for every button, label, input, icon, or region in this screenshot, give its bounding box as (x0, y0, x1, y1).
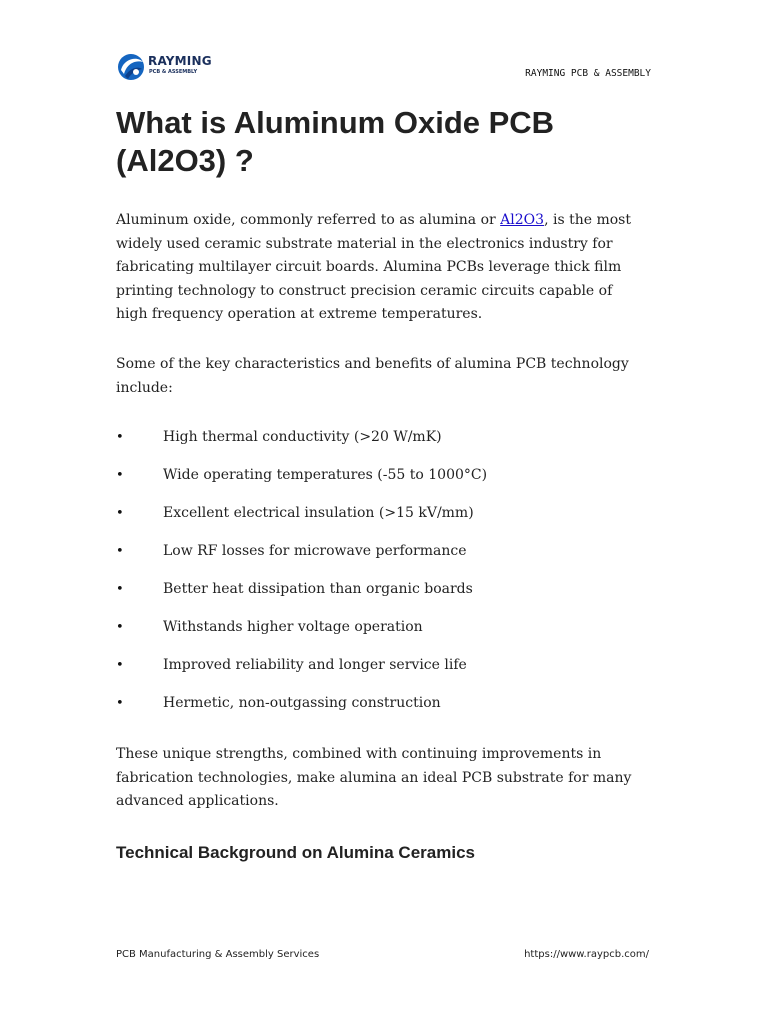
list-item-text: Hermetic, non-outgassing construction (163, 695, 441, 711)
lead-in-paragraph: Some of the key characteristics and benefits of alumina PCB technology include: (116, 356, 629, 396)
intro-text-end: , is the most widely used ceramic substrate material in the electronics industry for fabricating multilayer circuit boards. Alumina PCBs leverage thick film printing technology to construct precision ceramic circuits capable of high frequency operation at extreme temperatures. (116, 212, 631, 322)
bullet-icon: • (116, 658, 124, 673)
logo-tagline: PCB & ASSEMBLY (149, 69, 198, 75)
logo-name: RAYMING (148, 54, 212, 68)
section-heading: Technical Background on Alumina Ceramics (116, 843, 475, 862)
rayming-swirl-logo-icon (116, 52, 146, 82)
page-title: What is Aluminum Oxide PCB (Al2O3) ? (116, 105, 555, 178)
list-item-text: Withstands higher voltage operation (163, 619, 423, 635)
footer-services: PCB Manufacturing & Assembly Services (116, 949, 320, 960)
bullet-icon: • (116, 544, 124, 559)
company-logo (116, 52, 216, 82)
bullet-icon: • (116, 620, 124, 635)
list-item-text: Excellent electrical insulation (>15 kV/mm) (163, 505, 474, 521)
list-item-text: Better heat dissipation than organic boards (163, 581, 473, 597)
footer-url: https://www.raypcb.com/ (524, 949, 649, 960)
bullet-icon: • (116, 506, 124, 521)
list-item-text: Wide operating temperatures (-55 to 1000°C) (163, 467, 488, 483)
bullet-icon: • (116, 468, 124, 483)
list-item-text: High thermal conductivity (>20 W/mK) (163, 429, 442, 445)
header-company-name: RAYMING PCB & ASSEMBLY (525, 68, 651, 79)
intro-paragraph (116, 209, 636, 327)
bullet-icon: • (116, 582, 124, 597)
bullet-icon: • (116, 696, 124, 711)
list-item-text: Low RF losses for microwave performance (163, 543, 467, 559)
intro-text-start: Aluminum oxide, commonly referred to as alumina or (116, 212, 501, 228)
al2o3-link[interactable]: Al2O3 (500, 212, 545, 228)
bullet-icon: • (116, 430, 124, 445)
conclusion-paragraph: These unique strengths, combined with continuing improvements in fabrication technologies, make alumina an ideal PCB substrate for many advanced applications. (116, 746, 632, 809)
list-item-text: Improved reliability and longer service life (163, 657, 467, 673)
